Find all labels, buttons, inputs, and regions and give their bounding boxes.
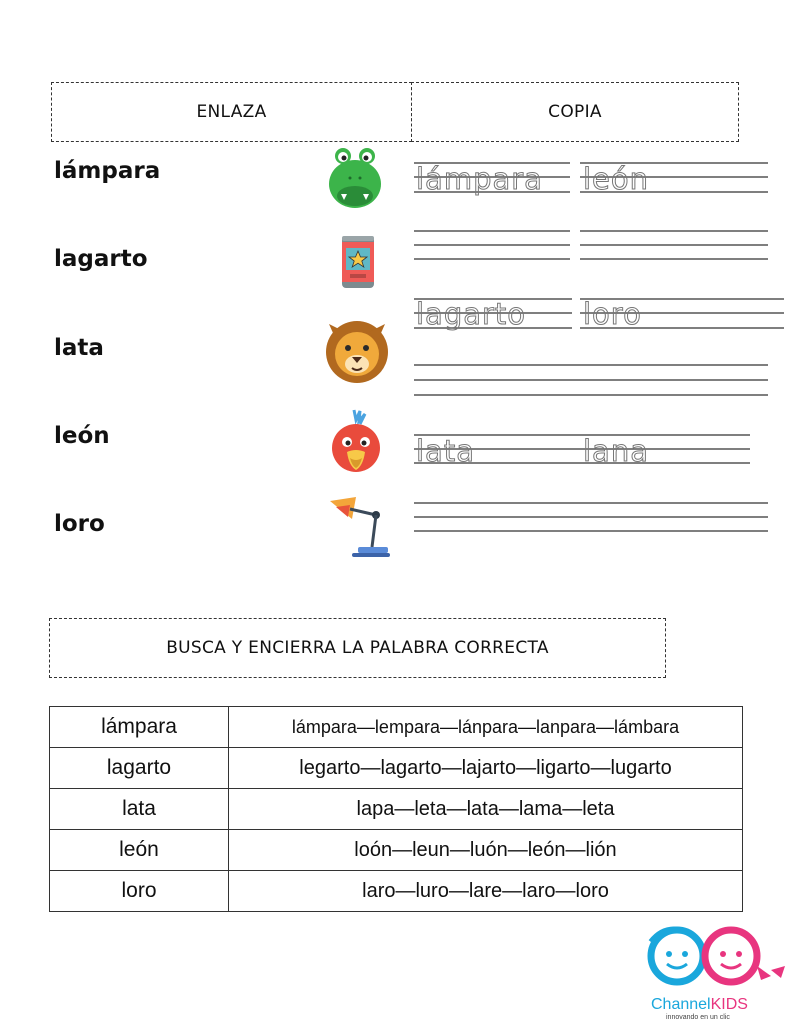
trace-leon: león [583, 162, 650, 196]
table-options: lámpara—lempara—lánpara—lanpara—lámbara [229, 707, 743, 748]
copy-lines-2 [412, 228, 772, 264]
word-lampara: lámpara [54, 158, 161, 184]
trace-lagarto: lagarto [416, 297, 527, 331]
word-search-table [49, 706, 743, 912]
logo-channel: Channel [651, 996, 711, 1013]
trace-lata: lata [416, 434, 475, 468]
table-word: lata [50, 789, 229, 830]
table-word: lagarto [50, 748, 229, 789]
table-options: lapa—leta—lata—lama—leta [229, 789, 743, 830]
table-word: loro [50, 871, 229, 912]
enlaza-label: ENLAZA [196, 102, 267, 122]
word-lagarto: lagarto [54, 246, 148, 272]
table-options: laro—luro—lare—laro—loro [229, 871, 743, 912]
copy-lines-4 [412, 362, 772, 398]
lamp-icon [326, 495, 392, 559]
table-row [50, 789, 743, 830]
trace-loro: loro [583, 297, 642, 331]
table-row [50, 707, 743, 748]
busca-header [49, 618, 666, 678]
trace-lampara: lámpara [416, 162, 543, 196]
logo-kids: KIDS [710, 996, 748, 1013]
logo-text [651, 996, 748, 1014]
table-row [50, 830, 743, 871]
lion-icon [323, 316, 391, 384]
table-row [50, 871, 743, 912]
word-lata: lata [54, 335, 104, 361]
word-loro: loro [54, 511, 105, 537]
copia-header [411, 82, 739, 142]
table-word: lámpara [50, 707, 229, 748]
can-icon [340, 234, 376, 290]
parrot-icon [330, 408, 382, 474]
table-options: loón—leun—luón—león—lión [229, 830, 743, 871]
word-leon: león [54, 423, 110, 449]
enlaza-header [51, 82, 412, 142]
table-options: legarto—lagarto—lajarto—ligarto—lugarto [229, 748, 743, 789]
logo-tagline: innovando en un clic [666, 1014, 730, 1021]
table-word: león [50, 830, 229, 871]
busca-title: BUSCA Y ENCIERRA LA PALABRA CORRECTA [166, 638, 549, 658]
trace-lana: lana [583, 434, 649, 468]
copy-lines-6 [412, 500, 772, 536]
table-row [50, 748, 743, 789]
copia-label: COPIA [548, 102, 602, 122]
crocodile-icon [325, 146, 385, 212]
